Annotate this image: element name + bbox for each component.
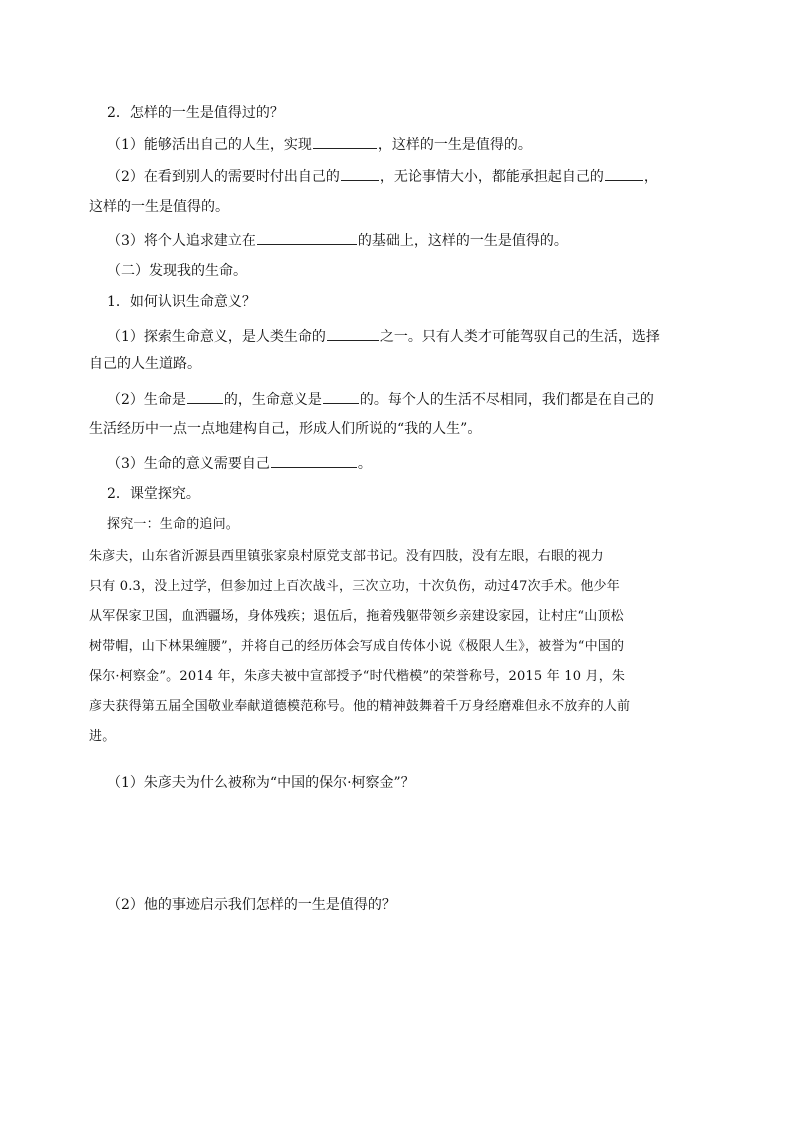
story-line: 从军保家卫国，血洒疆场，身体残疾；退伍后，拖着残躯带领乡亲建设家园，让村庄“山顶松 xyxy=(89,609,624,624)
explore-title: 探究一：生命的追问。 xyxy=(107,517,240,532)
question-1-item-3 xyxy=(107,452,372,474)
fill-blank[interactable] xyxy=(257,229,357,245)
story-line: 只有 0.3，没上过学，但参加过上百次战斗，三次立功，十次负伤，动过47次手术。他少年 xyxy=(89,579,620,594)
question-2-item-2-continued: 这样的一生是值得的。 xyxy=(89,199,229,215)
story-line: 进。 xyxy=(89,729,116,744)
question-2-item-1 xyxy=(107,133,532,155)
fill-blank[interactable] xyxy=(327,325,379,341)
question-2-classroom-title: 2．课堂探究。 xyxy=(107,486,200,502)
item-text: （1）探索生命意义，是人类生命的 xyxy=(107,329,326,345)
section-heading: （二）发现我的生命。 xyxy=(107,263,247,279)
item-text: ，这样的一生是值得的。 xyxy=(377,137,532,153)
item-text: 。 xyxy=(357,456,372,472)
question-2-item-2 xyxy=(107,165,658,187)
item-text: （3）将个人追求建立在 xyxy=(107,233,256,249)
question-2-item-3 xyxy=(107,229,568,251)
item-text: ， xyxy=(643,169,658,185)
item-text: 之一。只有人类才可能驾驭自己的生活，选择 xyxy=(379,329,660,345)
fill-blank[interactable] xyxy=(341,165,379,181)
question-1-item-2 xyxy=(107,388,654,410)
item-text: （2）在看到别人的需要时付出自己的 xyxy=(107,169,340,185)
fill-blank[interactable] xyxy=(187,388,223,404)
sub-question-1: （1）朱彦夫为什么被称为“中国的保尔·柯察金”？ xyxy=(107,775,415,791)
fill-blank[interactable] xyxy=(323,388,359,404)
item-text: ，无论事情大小，都能承担起自己的 xyxy=(379,169,604,185)
item-text: （3）生命的意义需要自己 xyxy=(107,456,270,472)
story-line: 朱彦夫，山东省沂源县西里镇张家泉村原党支部书记。没有四肢，没有左眼，右眼的视力 xyxy=(89,549,604,564)
question-1-item-2-continued: 生活经历中一点一点地建构自己，形成人们所说的“我的人生”。 xyxy=(89,421,482,437)
question-1-title: 1．如何认识生命意义？ xyxy=(107,294,256,310)
question-2-title: 2．怎样的一生是值得过的？ xyxy=(107,105,284,121)
question-1-item-1-continued: 自己的人生道路。 xyxy=(89,356,201,372)
item-text: 的基础上，这样的一生是值得的。 xyxy=(357,233,568,249)
fill-blank[interactable] xyxy=(271,452,357,468)
fill-blank[interactable] xyxy=(313,133,377,149)
item-text: （2）生命是 xyxy=(107,392,186,408)
story-line: 保尔·柯察金”。2014 年，朱彦夫被中宣部授予“时代楷模”的荣誉称号，2015 年 10 月，朱 xyxy=(89,669,626,684)
item-text: 的。每个人的生活不尽相同，我们都是在自己的 xyxy=(359,392,654,408)
item-text: 的，生命意义是 xyxy=(223,392,322,408)
question-1-item-1 xyxy=(107,325,660,347)
story-line: 彦夫获得第五届全国敬业奉献道德模范称号。他的精神鼓舞着千万身经磨难但永不放弃的人前 xyxy=(89,699,631,714)
fill-blank[interactable] xyxy=(605,165,643,181)
story-line: 树带帽，山下林果缠腰”，并将自己的经历体会写成自传体小说《极限人生》，被誉为“中国的 xyxy=(89,639,625,654)
sub-question-2: （2）他的事迹启示我们怎样的一生是值得的？ xyxy=(107,897,396,913)
item-text: （1）能够活出自己的人生，实现 xyxy=(107,137,312,153)
